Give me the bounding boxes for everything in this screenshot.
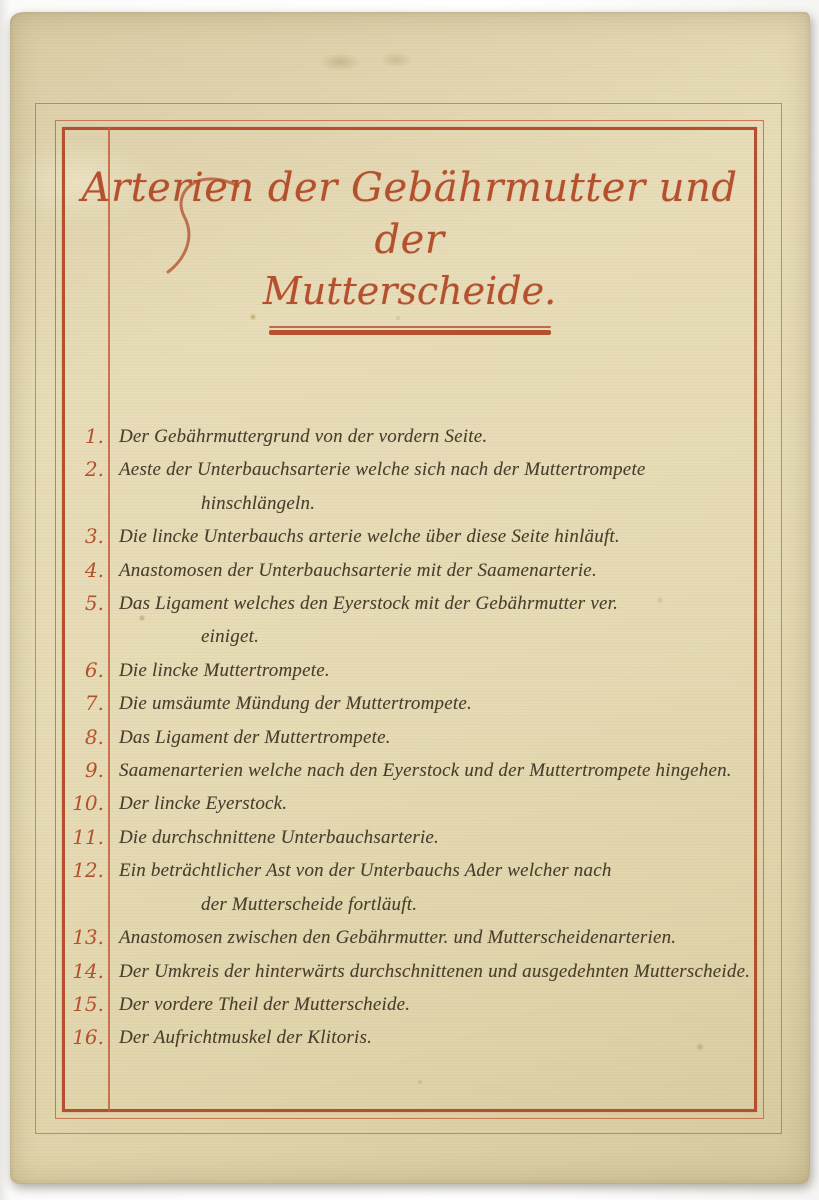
item-text bbox=[119, 721, 757, 754]
manuscript-page bbox=[10, 12, 810, 1184]
item-text bbox=[119, 787, 757, 820]
legend-item bbox=[62, 854, 757, 921]
legend-item bbox=[62, 420, 757, 453]
item-text-line: Das Ligament der Muttertrompete. bbox=[119, 726, 391, 748]
item-text bbox=[119, 453, 757, 520]
legend-item bbox=[62, 453, 757, 520]
legend-item bbox=[62, 721, 757, 754]
title-initial-flourish-icon bbox=[164, 166, 256, 278]
legend-item bbox=[62, 754, 757, 787]
title-underline-thin bbox=[269, 326, 551, 328]
legend-item bbox=[62, 520, 757, 553]
item-text bbox=[119, 654, 757, 687]
item-text-line: Der vordere Theil der Mutterscheide. bbox=[119, 993, 411, 1015]
item-text bbox=[119, 687, 757, 720]
title-underline-thick bbox=[269, 330, 551, 335]
item-text bbox=[119, 420, 757, 453]
item-text bbox=[119, 520, 757, 553]
legend-item bbox=[62, 654, 757, 687]
item-text bbox=[119, 587, 757, 654]
item-number: 9. bbox=[84, 758, 104, 783]
item-text-line: Der Gebährmuttergrund von der vordern Seite. bbox=[119, 426, 488, 447]
item-text-line: Der Umkreis der hinterwärts durchschnittenen und ausgedehnten Mutterscheide. bbox=[119, 960, 751, 982]
legend-item bbox=[62, 587, 757, 654]
item-text bbox=[119, 955, 757, 988]
legend-item bbox=[62, 955, 757, 988]
item-text-line: der Mutterscheide fortläuft. bbox=[201, 893, 418, 915]
item-text bbox=[119, 754, 757, 787]
item-text-line: Ein beträchtlicher Ast von der Unterbauchs Ader welcher nach bbox=[119, 860, 612, 882]
item-number: 3. bbox=[84, 524, 104, 549]
page-title bbox=[62, 162, 757, 335]
item-number: 10. bbox=[72, 791, 104, 816]
item-text-line: Die lincke Unterbauchs arterie welche über diese Seite hinläuft. bbox=[119, 526, 620, 548]
item-text-line: Die lincke Muttertrompete. bbox=[119, 659, 330, 681]
item-text-line: Die durchschnittene Unterbauchsarterie. bbox=[119, 826, 440, 848]
item-text bbox=[119, 988, 757, 1021]
item-text-line: Der Aufrichtmuskel der Klitoris. bbox=[119, 1027, 373, 1049]
legend-item bbox=[62, 988, 757, 1021]
item-text-line: hinschlängeln. bbox=[201, 492, 316, 514]
item-text-line: Aeste der Unterbauchsarterie welche sich nach der Muttertrompete bbox=[119, 459, 646, 481]
title-line-1: Arterien der Gebährmutter und der bbox=[81, 165, 738, 263]
item-text-line: Die umsäumte Mündung der Muttertrompete. bbox=[119, 693, 472, 715]
item-text-line: Anastomosen zwischen den Gebährmutter. und Mutterscheidenarterien. bbox=[119, 927, 677, 949]
legend-item bbox=[62, 787, 757, 820]
item-number: 7. bbox=[84, 691, 104, 716]
legend-item bbox=[62, 821, 757, 854]
legend-list bbox=[62, 420, 757, 1055]
item-number: 13. bbox=[72, 925, 104, 950]
item-text bbox=[119, 921, 757, 954]
item-number: 16. bbox=[72, 1025, 104, 1050]
item-text-line: einiget. bbox=[201, 626, 260, 648]
item-text-line: Das Ligament welches den Eyerstock mit der Gebährmutter ver. bbox=[119, 593, 619, 615]
item-number: 11. bbox=[72, 824, 104, 849]
item-number: 4. bbox=[84, 557, 104, 582]
title-line-2: Mutterscheide. bbox=[262, 269, 557, 313]
item-number: 8. bbox=[84, 724, 104, 749]
legend-item bbox=[62, 554, 757, 587]
item-text-line: Der lincke Eyerstock. bbox=[119, 793, 288, 815]
item-text-line: Anastomosen der Unterbauchsarterie mit der Saamenarterie. bbox=[119, 559, 597, 581]
legend-item bbox=[62, 1021, 757, 1054]
item-number: 6. bbox=[84, 657, 104, 682]
legend-item bbox=[62, 921, 757, 954]
title-underline bbox=[269, 326, 551, 335]
item-number: 12. bbox=[72, 858, 104, 883]
item-text-line: Saamenarterien welche nach den Eyerstock und der Muttertrompete hingehen. bbox=[119, 760, 732, 782]
item-number: 2. bbox=[84, 457, 104, 482]
item-number: 1. bbox=[84, 424, 104, 448]
legend-item bbox=[62, 687, 757, 720]
item-number: 14. bbox=[72, 958, 104, 983]
item-number: 5. bbox=[84, 591, 104, 616]
item-text bbox=[119, 821, 757, 854]
item-text bbox=[119, 1021, 757, 1054]
item-text bbox=[119, 854, 757, 921]
item-number: 15. bbox=[72, 991, 104, 1016]
item-text bbox=[119, 554, 757, 587]
